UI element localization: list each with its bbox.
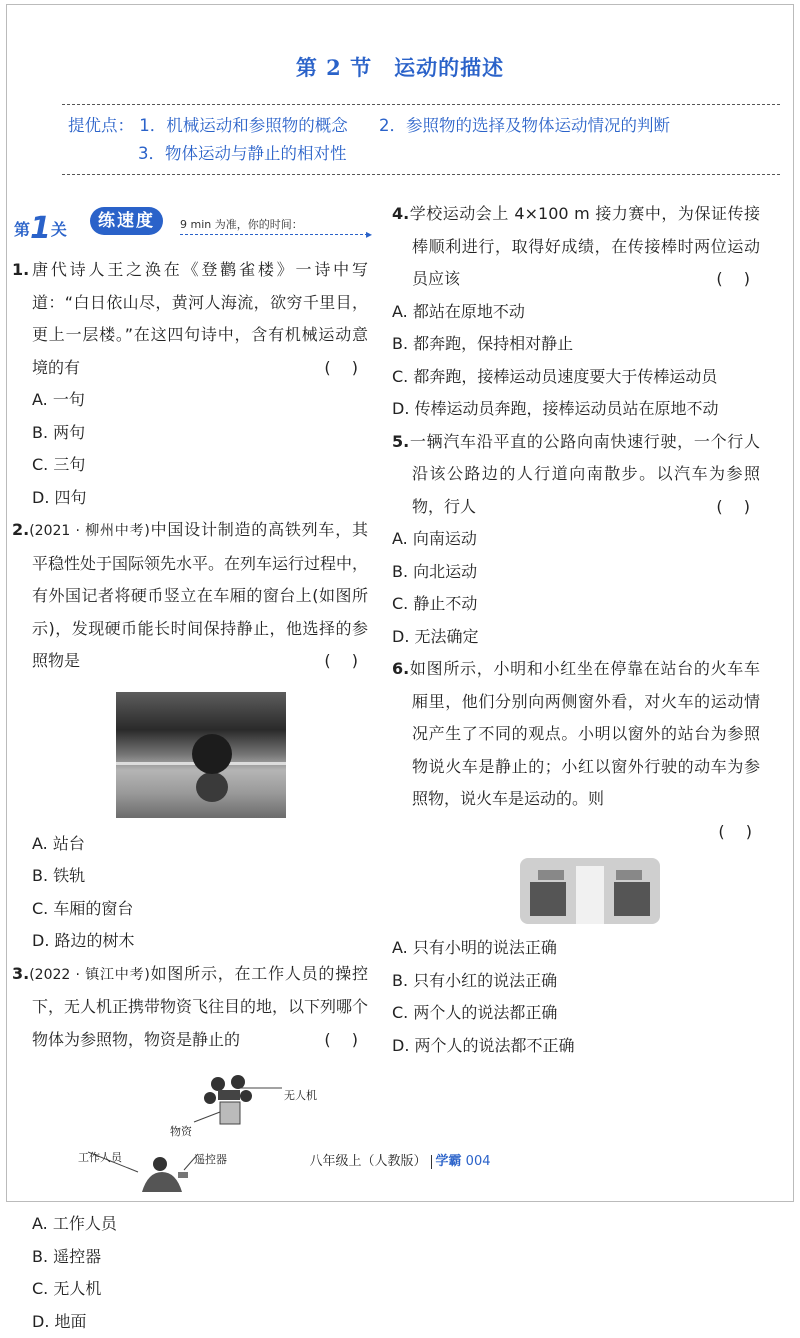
question-3	[12, 958, 368, 1338]
option-b: B. 向北运动	[392, 556, 760, 589]
question-3-options	[12, 1208, 368, 1338]
question-1	[12, 254, 368, 514]
option-c: C. 三句	[32, 449, 202, 482]
answer-paren: ( )	[392, 816, 760, 849]
option-c: C. 静止不动	[392, 588, 760, 621]
key-points-bottom-rule	[62, 174, 780, 175]
key-points-row-2	[68, 140, 778, 168]
option-a: A. 工作人员	[32, 1208, 202, 1241]
stage-label: 第1关	[14, 208, 67, 243]
option-a: A. 站台	[32, 828, 202, 861]
option-c: C. 车厢的窗台	[32, 893, 202, 926]
option-d: D. 传棒运动员奔跑，接棒运动员站在原地不动	[392, 393, 760, 426]
question-6	[392, 653, 760, 1062]
answer-paren: ( )	[344, 1024, 368, 1057]
answer-paren: ( )	[736, 263, 760, 296]
option-b: B. 两句	[32, 417, 202, 450]
question-1-options	[12, 384, 368, 514]
option-b: B. 只有小红的说法正确	[392, 965, 760, 998]
coin-on-windowsill-photo	[116, 692, 286, 818]
option-a: A. 只有小明的说法正确	[392, 932, 760, 965]
answer-paren: ( )	[344, 352, 368, 385]
figure-label-worker: 工作人员	[78, 1142, 122, 1175]
figure-label-drone: 无人机	[284, 1080, 317, 1113]
question-2	[12, 514, 368, 958]
coin-icon	[192, 734, 232, 774]
section-title	[0, 52, 800, 82]
stage-header	[14, 206, 368, 240]
option-c: C. 两个人的说法都正确	[392, 997, 760, 1030]
option-d: D. 路边的树木	[32, 925, 202, 958]
option-a: A. 向南运动	[392, 523, 760, 556]
drone-delivery-figure	[78, 1072, 338, 1202]
stage-time-line	[180, 234, 368, 235]
option-c: C. 无人机	[32, 1273, 202, 1306]
option-b: B. 遥控器	[32, 1241, 202, 1274]
question-source: (2022 · 镇江中考)	[29, 967, 150, 983]
question-1-stem: 1.唐代诗人王之涣在《登鹳雀楼》一诗中写道：“白日依山尽，黄河人海流，欲穷千里目，更上一层楼。”在这四句诗中，含有机械运动意境的有 ( )	[12, 254, 368, 384]
footer-brand: 学霸	[436, 1154, 462, 1169]
option-d: D. 四句	[32, 482, 202, 515]
key-points	[68, 112, 778, 168]
page-number: 004	[466, 1154, 491, 1169]
question-4	[392, 198, 760, 426]
key-points-row-1	[68, 112, 778, 140]
footer-divider	[431, 1155, 432, 1169]
question-5-stem: 5.一辆汽车沿平直的公路向南快速行驶，一个行人沿该公路边的人行道向南散步。以汽车为参照物，行人 ( )	[392, 426, 760, 524]
question-2-stem: 2.(2021 · 柳州中考)中国设计制造的高铁列车，其平稳性处于国际领先水平。在列车运行过程中，有外国记者将硬币竖立在车厢的窗台上(如图所示)，发现硬币能长时间保持静止，他选择的参照物是 ( )	[12, 514, 368, 678]
figure-label-remote: 遥控器	[194, 1144, 227, 1177]
question-3-stem: 3.(2022 · 镇江中考)如图所示，在工作人员的操控下，无人机正携带物资飞往目的地，以下列哪个物体为参照物，物资是静止的 ( )	[12, 958, 368, 1057]
option-d: D. 两个人的说法都不正确	[392, 1030, 760, 1063]
option-d: D. 地面	[32, 1306, 202, 1338]
question-4-stem: 4.学校运动会上 4×100 m 接力赛中，为保证传接棒顺利进行，取得好成绩，在传接棒时两位运动员应该 ( )	[392, 198, 760, 296]
option-a: A. 都站在原地不动	[392, 296, 760, 329]
page-footer	[0, 1150, 800, 1169]
key-point-1: 1．机械运动和参照物的概念	[139, 116, 348, 135]
option-b: B. 都奔跑，保持相对静止	[392, 328, 760, 361]
question-2-options	[12, 828, 368, 958]
key-point-2: 2．参照物的选择及物体运动情况的判断	[379, 116, 670, 135]
arrow-right-icon: ▸	[366, 227, 372, 241]
option-b: B. 铁轨	[32, 860, 202, 893]
key-points-label: 提优点：	[68, 116, 134, 135]
stage-pill: 练速度	[90, 207, 163, 235]
train-carriage-photo	[520, 858, 660, 924]
right-column	[392, 198, 760, 1062]
key-point-3: 3．物体运动与静止的相对性	[138, 144, 347, 163]
stage-time-note: 9 min 为准，你的时间：	[180, 216, 303, 232]
answer-paren: ( )	[344, 645, 368, 678]
figure-label-supplies: 物资	[170, 1116, 192, 1149]
left-column	[12, 254, 368, 1338]
section-number: 第 2 节	[296, 55, 372, 80]
stage-number: 1	[30, 211, 51, 246]
option-a: A. 一句	[32, 384, 202, 417]
answer-paren: ( )	[736, 491, 760, 524]
question-6-stem: 6.如图所示，小明和小红坐在停靠在站台的火车车厢里，他们分别向两侧窗外看，对火车的运动情况产生了不同的观点。小明以窗外的站台为参照物说火车是静止的；小红以窗外行驶的动车为参照物，说火车是运动的。则	[392, 653, 760, 816]
question-source: (2021 · 柳州中考)	[29, 523, 150, 539]
key-points-top-rule	[62, 104, 780, 105]
question-5	[392, 426, 760, 654]
section-name: 运动的描述	[394, 55, 504, 80]
option-c: C. 都奔跑，接棒运动员速度要大于传棒运动员	[392, 361, 760, 394]
option-d: D. 无法确定	[392, 621, 760, 654]
footer-book: 八年级上（人教版）	[310, 1154, 427, 1169]
